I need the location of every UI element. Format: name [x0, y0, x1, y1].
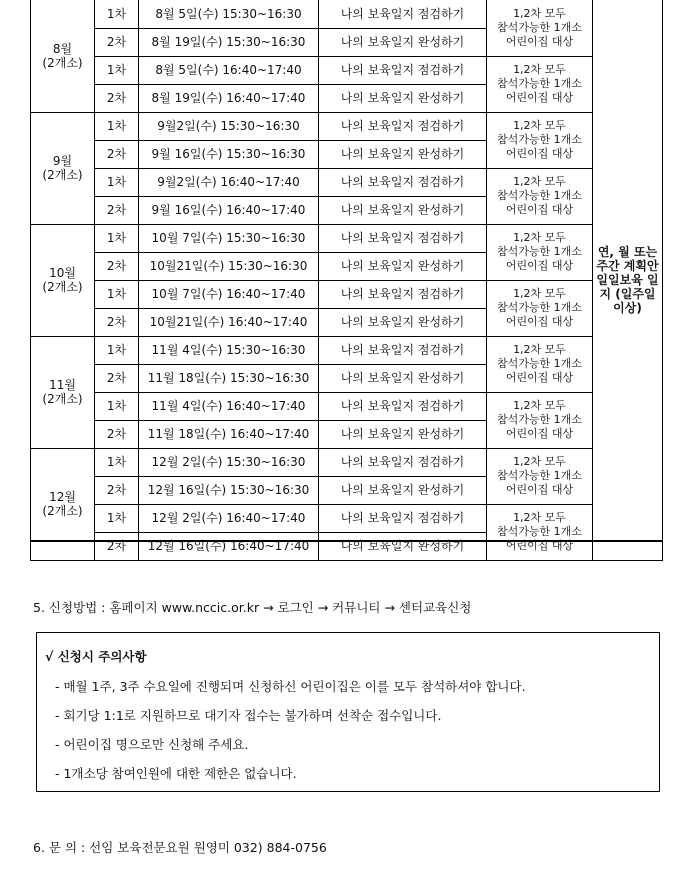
topic-cell: 나의 보육일지 점검하기 — [319, 112, 487, 140]
datetime-cell: 8월 5일(수) 16:40~17:40 — [139, 56, 319, 84]
round-cell: 1차 — [95, 112, 139, 140]
month-cell: 8월 (2개소) — [31, 0, 95, 112]
topic-cell: 나의 보육일지 점검하기 — [319, 504, 487, 532]
topic-cell: 나의 보육일지 완성하기 — [319, 196, 487, 224]
round-cell: 2차 — [95, 420, 139, 448]
topic-cell: 나의 보육일지 완성하기 — [319, 28, 487, 56]
table-row — [31, 504, 663, 532]
requirement-cell: 연, 월 또는 주간 계획안 일일보육 일지 (일주일 이상) — [593, 0, 663, 560]
round-cell: 1차 — [95, 280, 139, 308]
round-cell: 2차 — [95, 28, 139, 56]
schedule-table — [30, 0, 663, 561]
topic-cell: 나의 보육일지 완성하기 — [319, 476, 487, 504]
topic-cell: 나의 보육일지 점검하기 — [319, 336, 487, 364]
table-row — [31, 336, 663, 364]
target-note-cell: 1,2차 모두 참석가능한 1개소 어린이집 대상 — [487, 504, 593, 560]
datetime-cell: 8월 19일(수) 16:40~17:40 — [139, 84, 319, 112]
table-row — [31, 168, 663, 196]
round-cell: 1차 — [95, 336, 139, 364]
notice-item: - 1개소당 참여인원에 대한 제한은 없습니다. — [55, 766, 297, 781]
target-note-cell: 1,2차 모두 참석가능한 1개소 어린이집 대상 — [487, 392, 593, 448]
round-cell: 1차 — [95, 168, 139, 196]
topic-cell: 나의 보육일지 점검하기 — [319, 280, 487, 308]
round-cell: 1차 — [95, 0, 139, 28]
topic-cell: 나의 보육일지 점검하기 — [319, 0, 487, 28]
topic-cell: 나의 보육일지 완성하기 — [319, 84, 487, 112]
datetime-cell: 9월2일(수) 16:40~17:40 — [139, 168, 319, 196]
datetime-cell: 12월 2일(수) 16:40~17:40 — [139, 504, 319, 532]
round-cell: 2차 — [95, 532, 139, 560]
datetime-cell: 11월 18일(수) 16:40~17:40 — [139, 420, 319, 448]
table-row — [31, 56, 663, 84]
round-cell: 2차 — [95, 140, 139, 168]
table-row — [31, 224, 663, 252]
notice-title: √ 신청시 주의사항 — [45, 649, 147, 664]
datetime-cell: 11월 4일(수) 15:30~16:30 — [139, 336, 319, 364]
application-method: 5. 신청방법 : 홈페이지 www.nccic.or.kr → 로그인 → 커뮤니티 → 센터교육신청 — [33, 600, 472, 615]
target-note-cell: 1,2차 모두 참석가능한 1개소 어린이집 대상 — [487, 224, 593, 280]
datetime-cell: 9월2일(수) 15:30~16:30 — [139, 112, 319, 140]
topic-cell: 나의 보육일지 점검하기 — [319, 168, 487, 196]
table-row — [31, 392, 663, 420]
notice-item: - 회기당 1:1로 지원하므로 대기자 접수는 불가하며 선착순 접수입니다. — [55, 708, 442, 723]
notice-item: - 매월 1주, 3주 수요일에 진행되며 신청하신 어린이집은 이를 모두 참석하셔야 합니다. — [55, 679, 526, 694]
round-cell: 2차 — [95, 84, 139, 112]
target-note-cell: 1,2차 모두 참석가능한 1개소 어린이집 대상 — [487, 448, 593, 504]
datetime-cell: 10월 7일(수) 15:30~16:30 — [139, 224, 319, 252]
round-cell: 2차 — [95, 476, 139, 504]
notice-box — [36, 632, 660, 792]
datetime-cell: 11월 18일(수) 15:30~16:30 — [139, 364, 319, 392]
datetime-cell: 10월 7일(수) 16:40~17:40 — [139, 280, 319, 308]
datetime-cell: 8월 19일(수) 15:30~16:30 — [139, 28, 319, 56]
topic-cell: 나의 보육일지 완성하기 — [319, 532, 487, 560]
month-cell: 10월 (2개소) — [31, 224, 95, 336]
topic-cell: 나의 보육일지 점검하기 — [319, 224, 487, 252]
month-cell: 11월 (2개소) — [31, 336, 95, 448]
topic-cell: 나의 보육일지 완성하기 — [319, 308, 487, 336]
round-cell: 2차 — [95, 364, 139, 392]
topic-cell: 나의 보육일지 점검하기 — [319, 392, 487, 420]
round-cell: 2차 — [95, 308, 139, 336]
inquiry-contact: 6. 문 의 : 선임 보육전문요원 원영미 032) 884-0756 — [33, 840, 327, 855]
topic-cell: 나의 보육일지 점검하기 — [319, 56, 487, 84]
round-cell: 1차 — [95, 448, 139, 476]
notice-item: - 어린이집 명으로만 신청해 주세요. — [55, 737, 249, 752]
round-cell: 1차 — [95, 504, 139, 532]
target-note-cell: 1,2차 모두 참석가능한 1개소 어린이집 대상 — [487, 112, 593, 168]
round-cell: 2차 — [95, 196, 139, 224]
datetime-cell: 9월 16일(수) 15:30~16:30 — [139, 140, 319, 168]
round-cell: 1차 — [95, 392, 139, 420]
month-cell: 9월 (2개소) — [31, 112, 95, 224]
target-note-cell: 1,2차 모두 참석가능한 1개소 어린이집 대상 — [487, 336, 593, 392]
datetime-cell: 10월21일(수) 15:30~16:30 — [139, 252, 319, 280]
month-cell: 12월 (2개소) — [31, 448, 95, 560]
target-note-cell: 1,2차 모두 참석가능한 1개소 어린이집 대상 — [487, 280, 593, 336]
round-cell: 1차 — [95, 56, 139, 84]
topic-cell: 나의 보육일지 완성하기 — [319, 420, 487, 448]
datetime-cell: 10월21일(수) 16:40~17:40 — [139, 308, 319, 336]
datetime-cell: 12월 16일(수) 15:30~16:30 — [139, 476, 319, 504]
topic-cell: 나의 보육일지 완성하기 — [319, 140, 487, 168]
round-cell: 2차 — [95, 252, 139, 280]
target-note-cell: 1,2차 모두 참석가능한 1개소 어린이집 대상 — [487, 168, 593, 224]
round-cell: 1차 — [95, 224, 139, 252]
datetime-cell: 11월 4일(수) 16:40~17:40 — [139, 392, 319, 420]
table-bottom-border — [30, 540, 662, 542]
schedule-body — [31, 0, 663, 560]
topic-cell: 나의 보육일지 점검하기 — [319, 448, 487, 476]
datetime-cell: 12월 16일(수) 16:40~17:40 — [139, 532, 319, 560]
datetime-cell: 8월 5일(수) 15:30~16:30 — [139, 0, 319, 28]
table-row — [31, 280, 663, 308]
datetime-cell: 9월 16일(수) 16:40~17:40 — [139, 196, 319, 224]
topic-cell: 나의 보육일지 완성하기 — [319, 364, 487, 392]
table-row — [31, 112, 663, 140]
table-row — [31, 448, 663, 476]
topic-cell: 나의 보육일지 완성하기 — [319, 252, 487, 280]
table-row — [31, 0, 663, 28]
target-note-cell: 1,2차 모두 참석가능한 1개소 어린이집 대상 — [487, 0, 593, 56]
datetime-cell: 12월 2일(수) 15:30~16:30 — [139, 448, 319, 476]
target-note-cell: 1,2차 모두 참석가능한 1개소 어린이집 대상 — [487, 56, 593, 112]
